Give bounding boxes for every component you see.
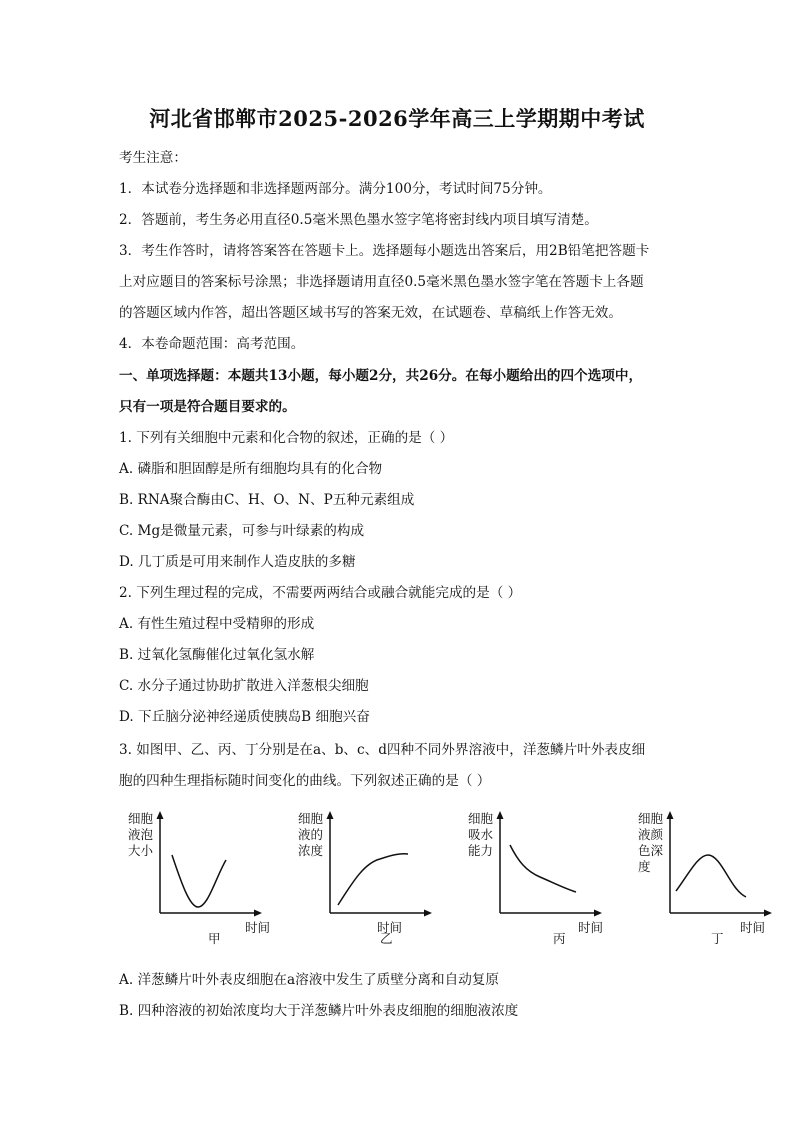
figure-bing-ylabel: 细胞 吸水 能力: [468, 811, 494, 858]
notice-line: 4．本卷命题范围：高考范围。: [119, 336, 305, 352]
figure-yi: [280, 805, 440, 945]
question-3-option-b: B. 四种溶液的初始浓度均大于洋葱鳞片叶外表皮细胞的细胞液浓度: [119, 1003, 519, 1019]
curve-line: [172, 855, 226, 907]
notice-line: 2．答题前，考生务必用直径0.5毫米黑色墨水签字笔将密封线内项目填写清楚。: [119, 212, 598, 228]
question-3-stem: 3. 如图甲、乙、丙、丁分别是在a、b、c、d四种不同外界溶液中，洋葱鳞片叶外表皮细: [119, 742, 646, 758]
notice-line: 上对应题目的答案标号涂黑；非选择题请用直径0.5毫米黑色墨水签字笔在答题卡上各题: [119, 274, 644, 290]
question-3-option-a: A. 洋葱鳞片叶外表皮细胞在a溶液中发生了质壁分离和自动复原: [119, 972, 499, 988]
question-2-option-d: D. 下丘脑分泌神经递质使胰岛B 细胞兴奋: [119, 709, 370, 725]
figure-jia: [110, 805, 270, 945]
y-axis-arrow: [157, 811, 164, 819]
question-2-option-b: B. 过氧化氢酶催化过氧化氢水解: [119, 647, 315, 663]
figure-yi-ylabel: 细胞 液的 浓度: [298, 811, 324, 858]
x-axis-arrow: [254, 910, 262, 917]
curve-line: [338, 854, 408, 905]
figure-ding-ylabel: 细胞 液颜 色深 度: [638, 811, 664, 874]
figure-jia-xlabel: 时间: [245, 920, 271, 935]
x-axis-arrow: [424, 910, 432, 917]
figure-ding-plot: [620, 805, 780, 935]
question-3-stem-cont: 胞的四种生理指标随时间变化的曲线。下列叙述正确的是（ ）: [119, 773, 491, 789]
figure-jia-plot: [110, 805, 270, 935]
figure-jia-label: 甲: [208, 931, 221, 946]
figure-yi-plot: [280, 805, 440, 935]
figure-bing-plot: [450, 805, 610, 935]
question-1-option-c: C. Mg是微量元素，可参与叶绿素的构成: [119, 523, 365, 539]
question-1-option-a: A. 磷脂和胆固醇是所有细胞均具有的化合物: [119, 461, 383, 477]
figure-bing-label: 丙: [553, 931, 566, 946]
notice-line: 的答题区域内作答，超出答题区域书写的答案无效，在试题卷、草稿纸上作答无效。: [119, 305, 622, 321]
figure-ding-xlabel: 时间: [740, 920, 766, 935]
figure-jia-ylabel: 细胞 液泡 大小: [128, 811, 154, 858]
y-axis-arrow: [497, 811, 504, 819]
y-axis-arrow: [327, 811, 334, 819]
notice-line: 1．本试卷分选择题和非选择题两部分。满分100分，考试时间75分钟。: [119, 181, 552, 197]
x-axis-arrow: [594, 910, 602, 917]
figure-ding: [620, 805, 780, 945]
question-1-option-b: B. RNA聚合酶由C、H、O、N、P五种元素组成: [119, 492, 415, 508]
figure-bing: [450, 805, 610, 945]
notice-header: 考生注意：: [119, 150, 187, 166]
question-2-stem: 2. 下列生理过程的完成，不需要两两结合或融合就能完成的是（ ）: [119, 585, 522, 601]
figure-yi-label: 乙: [380, 931, 393, 946]
y-axis-arrow: [667, 811, 674, 819]
section-heading-cont: 只有一项是符合题目要求的。: [119, 399, 296, 415]
section-heading: 一、单项选择题：本题共13小题，每小题2分，共26分。在每小题给出的四个选项中，: [119, 368, 643, 384]
question-2-option-a: A. 有性生殖过程中受精卵的形成: [119, 616, 315, 632]
figure-bing-xlabel: 时间: [578, 920, 604, 935]
curve-line: [676, 855, 746, 897]
question-1-option-d: D. 几丁质是可用来制作人造皮肤的多糖: [119, 554, 356, 570]
figure-ding-label: 丁: [711, 931, 724, 946]
question-2-option-c: C. 水分子通过协助扩散进入洋葱根尖细胞: [119, 678, 369, 694]
question-3-figures: [110, 805, 790, 945]
curve-line: [510, 845, 576, 892]
exam-title: 河北省邯郸市2025-2026学年高三上学期期中考试: [149, 106, 645, 131]
notice-line: 3．考生作答时，请将答案答在答题卡上。选择题每小题选出答案后，用2B铅笔把答题卡: [119, 243, 650, 259]
x-axis-arrow: [764, 910, 772, 917]
figure-yi-xlabel: 时间: [377, 920, 403, 935]
question-1-stem: 1. 下列有关细胞中元素和化合物的叙述，正确的是（ ）: [119, 430, 454, 446]
